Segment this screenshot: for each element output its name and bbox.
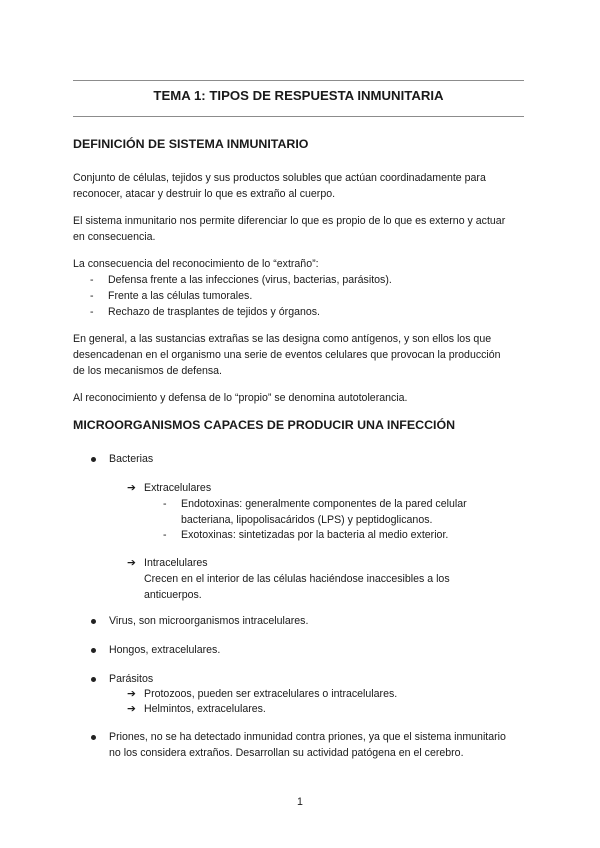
intracelulares-description	[144, 571, 450, 603]
page-number: 1	[297, 796, 303, 808]
dash-marker: -	[163, 498, 167, 510]
list-item-priones	[109, 729, 506, 761]
text-line: Endotoxinas: generalmente componentes de la pared celular	[181, 498, 467, 510]
list-item-consequence: Rechazo de trasplantes de tejidos y órganos.	[108, 306, 321, 318]
text-line: Conjunto de células, tejidos y sus productos solubles que actúan coordinadamente para	[73, 172, 486, 184]
list-item-virus: Virus, son microorganismos intracelulares.	[109, 615, 309, 627]
section-heading-definicion: DEFINICIÓN DE SISTEMA INMUNITARIO	[73, 137, 309, 151]
dash-marker: -	[90, 306, 94, 318]
arrow-right-icon: ➔	[127, 688, 136, 700]
dash-marker: -	[163, 529, 167, 541]
list-item-protozoos: Protozoos, pueden ser extracelulares o intracelulares.	[144, 688, 398, 700]
text-line: En general, a las sustancias extrañas se las designa como antígenos, y son ellos los que	[73, 333, 492, 345]
text-line: desencadenan en el organismo una serie de eventos celulares que provocan la producción	[73, 349, 501, 361]
list-item-consequence: Frente a las células tumorales.	[108, 290, 253, 302]
list-item-extracelulares: Extracelulares	[144, 482, 212, 494]
list-item-hongos: Hongos, extracelulares.	[109, 644, 221, 656]
text-line: Crecen en el interior de las células haciéndose inaccesibles a los	[144, 573, 450, 585]
text-line: El sistema inmunitario nos permite diferenciar lo que es propio de lo que es externo y actuar	[73, 215, 506, 227]
paragraph-autotolerancia: Al reconocimiento y defensa de lo “propio” se denomina autotolerancia.	[73, 392, 408, 404]
text-line: de los mecanismos de defensa.	[73, 365, 222, 377]
text-line: en consecuencia.	[73, 231, 156, 243]
text-line: anticuerpos.	[144, 589, 202, 601]
page-title: TEMA 1: TIPOS DE RESPUESTA INMUNITARIA	[153, 88, 444, 103]
list-item-parasitos: Parásitos	[109, 673, 154, 685]
paragraph-definicion	[73, 170, 528, 202]
text-line: Priones, no se ha detectado inmunidad contra priones, ya que el sistema inmunitario	[109, 731, 506, 743]
list-item-intracelulares: Intracelulares	[144, 557, 208, 569]
bullet-icon	[91, 648, 96, 653]
section-heading-microorganismos: MICROORGANISMOS CAPACES DE PRODUCIR UNA INFECCIÓN	[73, 418, 456, 432]
list-item-consequence: Defensa frente a las infecciones (virus, bacterias, parásitos).	[108, 274, 392, 286]
text-line: no los considera extraños. Desarrollan su actividad patógena en el cerebro.	[109, 747, 464, 759]
bullet-icon	[91, 735, 96, 740]
text-line: bacteriana, lipopolisacáridos (LPS) y peptidoglicanos.	[181, 514, 433, 526]
bullet-icon	[91, 677, 96, 682]
paragraph-consecuencia: La consecuencia del reconocimiento de lo “extraño”:	[73, 258, 319, 270]
list-item-exotoxinas: Exotoxinas: sintetizadas por la bacteria al medio exterior.	[181, 529, 449, 541]
dash-marker: -	[90, 290, 94, 302]
dash-marker: -	[90, 274, 94, 286]
arrow-right-icon: ➔	[127, 703, 136, 715]
title-top-rule	[73, 80, 524, 81]
list-item-helmintos: Helmintos, extracelulares.	[144, 703, 266, 715]
bullet-icon	[91, 619, 96, 624]
text-line: reconocer, atacar y destruir lo que es extraño al cuerpo.	[73, 188, 336, 200]
paragraph-diferenciar	[73, 213, 528, 245]
paragraph-antigenos	[73, 331, 528, 379]
list-item-endotoxinas	[181, 496, 467, 528]
arrow-right-icon: ➔	[127, 557, 136, 569]
list-item-bacterias: Bacterias	[109, 453, 154, 465]
bullet-icon	[91, 457, 96, 462]
title-bottom-rule	[73, 116, 524, 117]
arrow-right-icon: ➔	[127, 482, 136, 494]
